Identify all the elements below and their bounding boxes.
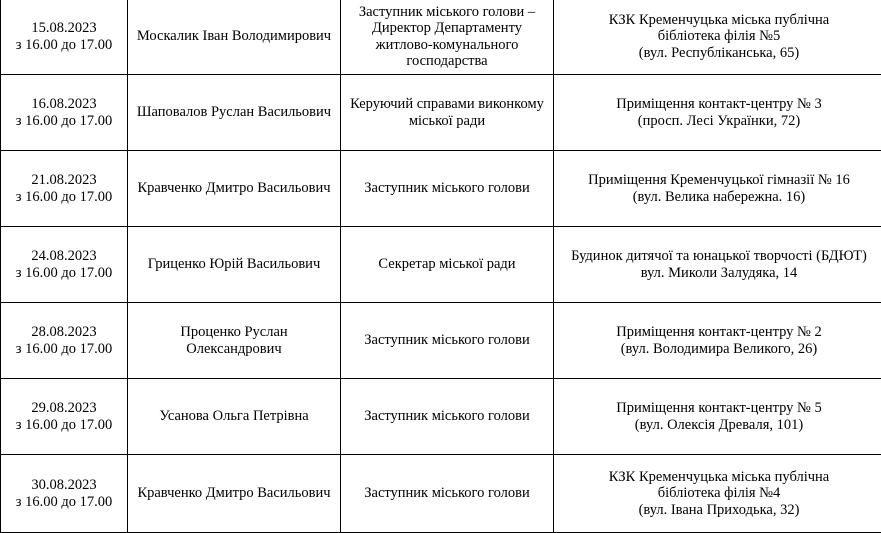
official-position-cell [341, 75, 554, 151]
official-name-cell [128, 303, 341, 379]
table-row [1, 303, 881, 379]
official-name-cell [128, 75, 341, 151]
official-position-cell [341, 379, 554, 455]
official-position-line: Директор Департаменту [345, 20, 549, 37]
date-time-cell [1, 379, 128, 455]
reception-place-line: (вул. Республіканська, 65) [558, 45, 880, 62]
official-position-line: Секретар міської ради [345, 256, 549, 273]
table-row [1, 455, 881, 533]
reception-date: 16.08.2023 [5, 96, 123, 113]
reception-place-line: (просп. Лесі Українки, 72) [558, 113, 880, 130]
date-time-cell [1, 0, 128, 75]
official-position-cell [341, 455, 554, 533]
reception-date: 24.08.2023 [5, 248, 123, 265]
reception-place-cell [554, 151, 881, 227]
reception-date: 30.08.2023 [5, 477, 123, 494]
reception-place-line: бібліотека філія №4 [558, 485, 880, 502]
official-position-line: Керуючий справами виконкому [345, 96, 549, 113]
reception-place-line: (вул. Івана Приходька, 32) [558, 502, 880, 519]
reception-place-cell [554, 455, 881, 533]
table-row [1, 0, 881, 75]
reception-place-line: (вул. Володимира Великого, 26) [558, 341, 880, 358]
reception-place-line: Приміщення Кременчуцької гімназії № 16 [558, 172, 880, 189]
reception-time: з 16.00 до 17.00 [5, 417, 123, 434]
reception-time: з 16.00 до 17.00 [5, 189, 123, 206]
reception-place-cell [554, 0, 881, 75]
reception-date: 29.08.2023 [5, 400, 123, 417]
official-position-line: Заступник міського голови [345, 485, 549, 502]
reception-place-line: КЗК Кременчуцька міська публічна [558, 12, 880, 29]
table-row [1, 151, 881, 227]
official-name-line: Кравченко Дмитро Васильович [132, 485, 336, 502]
official-name-cell [128, 455, 341, 533]
reception-date: 15.08.2023 [5, 20, 123, 37]
reception-time: з 16.00 до 17.00 [5, 494, 123, 511]
reception-place-cell [554, 379, 881, 455]
reception-place-cell [554, 227, 881, 303]
date-time-cell [1, 227, 128, 303]
official-name-line: Кравченко Дмитро Васильович [132, 180, 336, 197]
official-position-line: господарства [345, 53, 549, 70]
official-name-line: Проценко Руслан [132, 324, 336, 341]
table-row [1, 379, 881, 455]
date-time-cell [1, 455, 128, 533]
reception-place-cell [554, 303, 881, 379]
reception-place-line: бібліотека філія №5 [558, 28, 880, 45]
official-name-cell [128, 227, 341, 303]
official-name-line: Гриценко Юрій Васильович [132, 256, 336, 273]
reception-time: з 16.00 до 17.00 [5, 37, 123, 54]
official-position-cell [341, 227, 554, 303]
table-row [1, 75, 881, 151]
reception-date: 21.08.2023 [5, 172, 123, 189]
reception-place-line: Приміщення контакт-центру № 3 [558, 96, 880, 113]
official-name-line: Москалик Іван Володимирович [132, 28, 336, 45]
reception-time: з 16.00 до 17.00 [5, 113, 123, 130]
date-time-cell [1, 75, 128, 151]
official-name-cell [128, 0, 341, 75]
official-position-line: Заступник міського голови [345, 408, 549, 425]
reception-place-line: (вул. Велика набережна. 16) [558, 189, 880, 206]
official-name-cell [128, 379, 341, 455]
official-name-cell [128, 151, 341, 227]
official-name-line: Олександрович [132, 341, 336, 358]
date-time-cell [1, 151, 128, 227]
reception-place-line: Будинок дитячої та юнацької творчості (БДЮТ) [558, 248, 880, 265]
official-position-cell [341, 151, 554, 227]
table-row [1, 227, 881, 303]
reception-place-line: (вул. Олексія Древаля, 101) [558, 417, 880, 434]
official-position-line: житлово-комунального [345, 37, 549, 54]
date-time-cell [1, 303, 128, 379]
official-position-cell [341, 0, 554, 75]
schedule-body [1, 0, 881, 533]
reception-place-line: вул. Миколи Залудяка, 14 [558, 265, 880, 282]
reception-time: з 16.00 до 17.00 [5, 341, 123, 358]
reception-place-line: Приміщення контакт-центру № 5 [558, 400, 880, 417]
official-position-line: Заступник міського голови [345, 332, 549, 349]
reception-time: з 16.00 до 17.00 [5, 265, 123, 282]
official-position-cell [341, 303, 554, 379]
official-position-line: міської ради [345, 113, 549, 130]
official-name-line: Усанова Ольга Петрівна [132, 408, 336, 425]
reception-place-line: Приміщення контакт-центру № 2 [558, 324, 880, 341]
official-position-line: Заступник міського голови [345, 180, 549, 197]
reception-place-line: КЗК Кременчуцька міська публічна [558, 469, 880, 486]
official-name-line: Шаповалов Руслан Васильович [132, 104, 336, 121]
reception-place-cell [554, 75, 881, 151]
reception-date: 28.08.2023 [5, 324, 123, 341]
official-position-line: Заступник міського голови – [345, 4, 549, 21]
